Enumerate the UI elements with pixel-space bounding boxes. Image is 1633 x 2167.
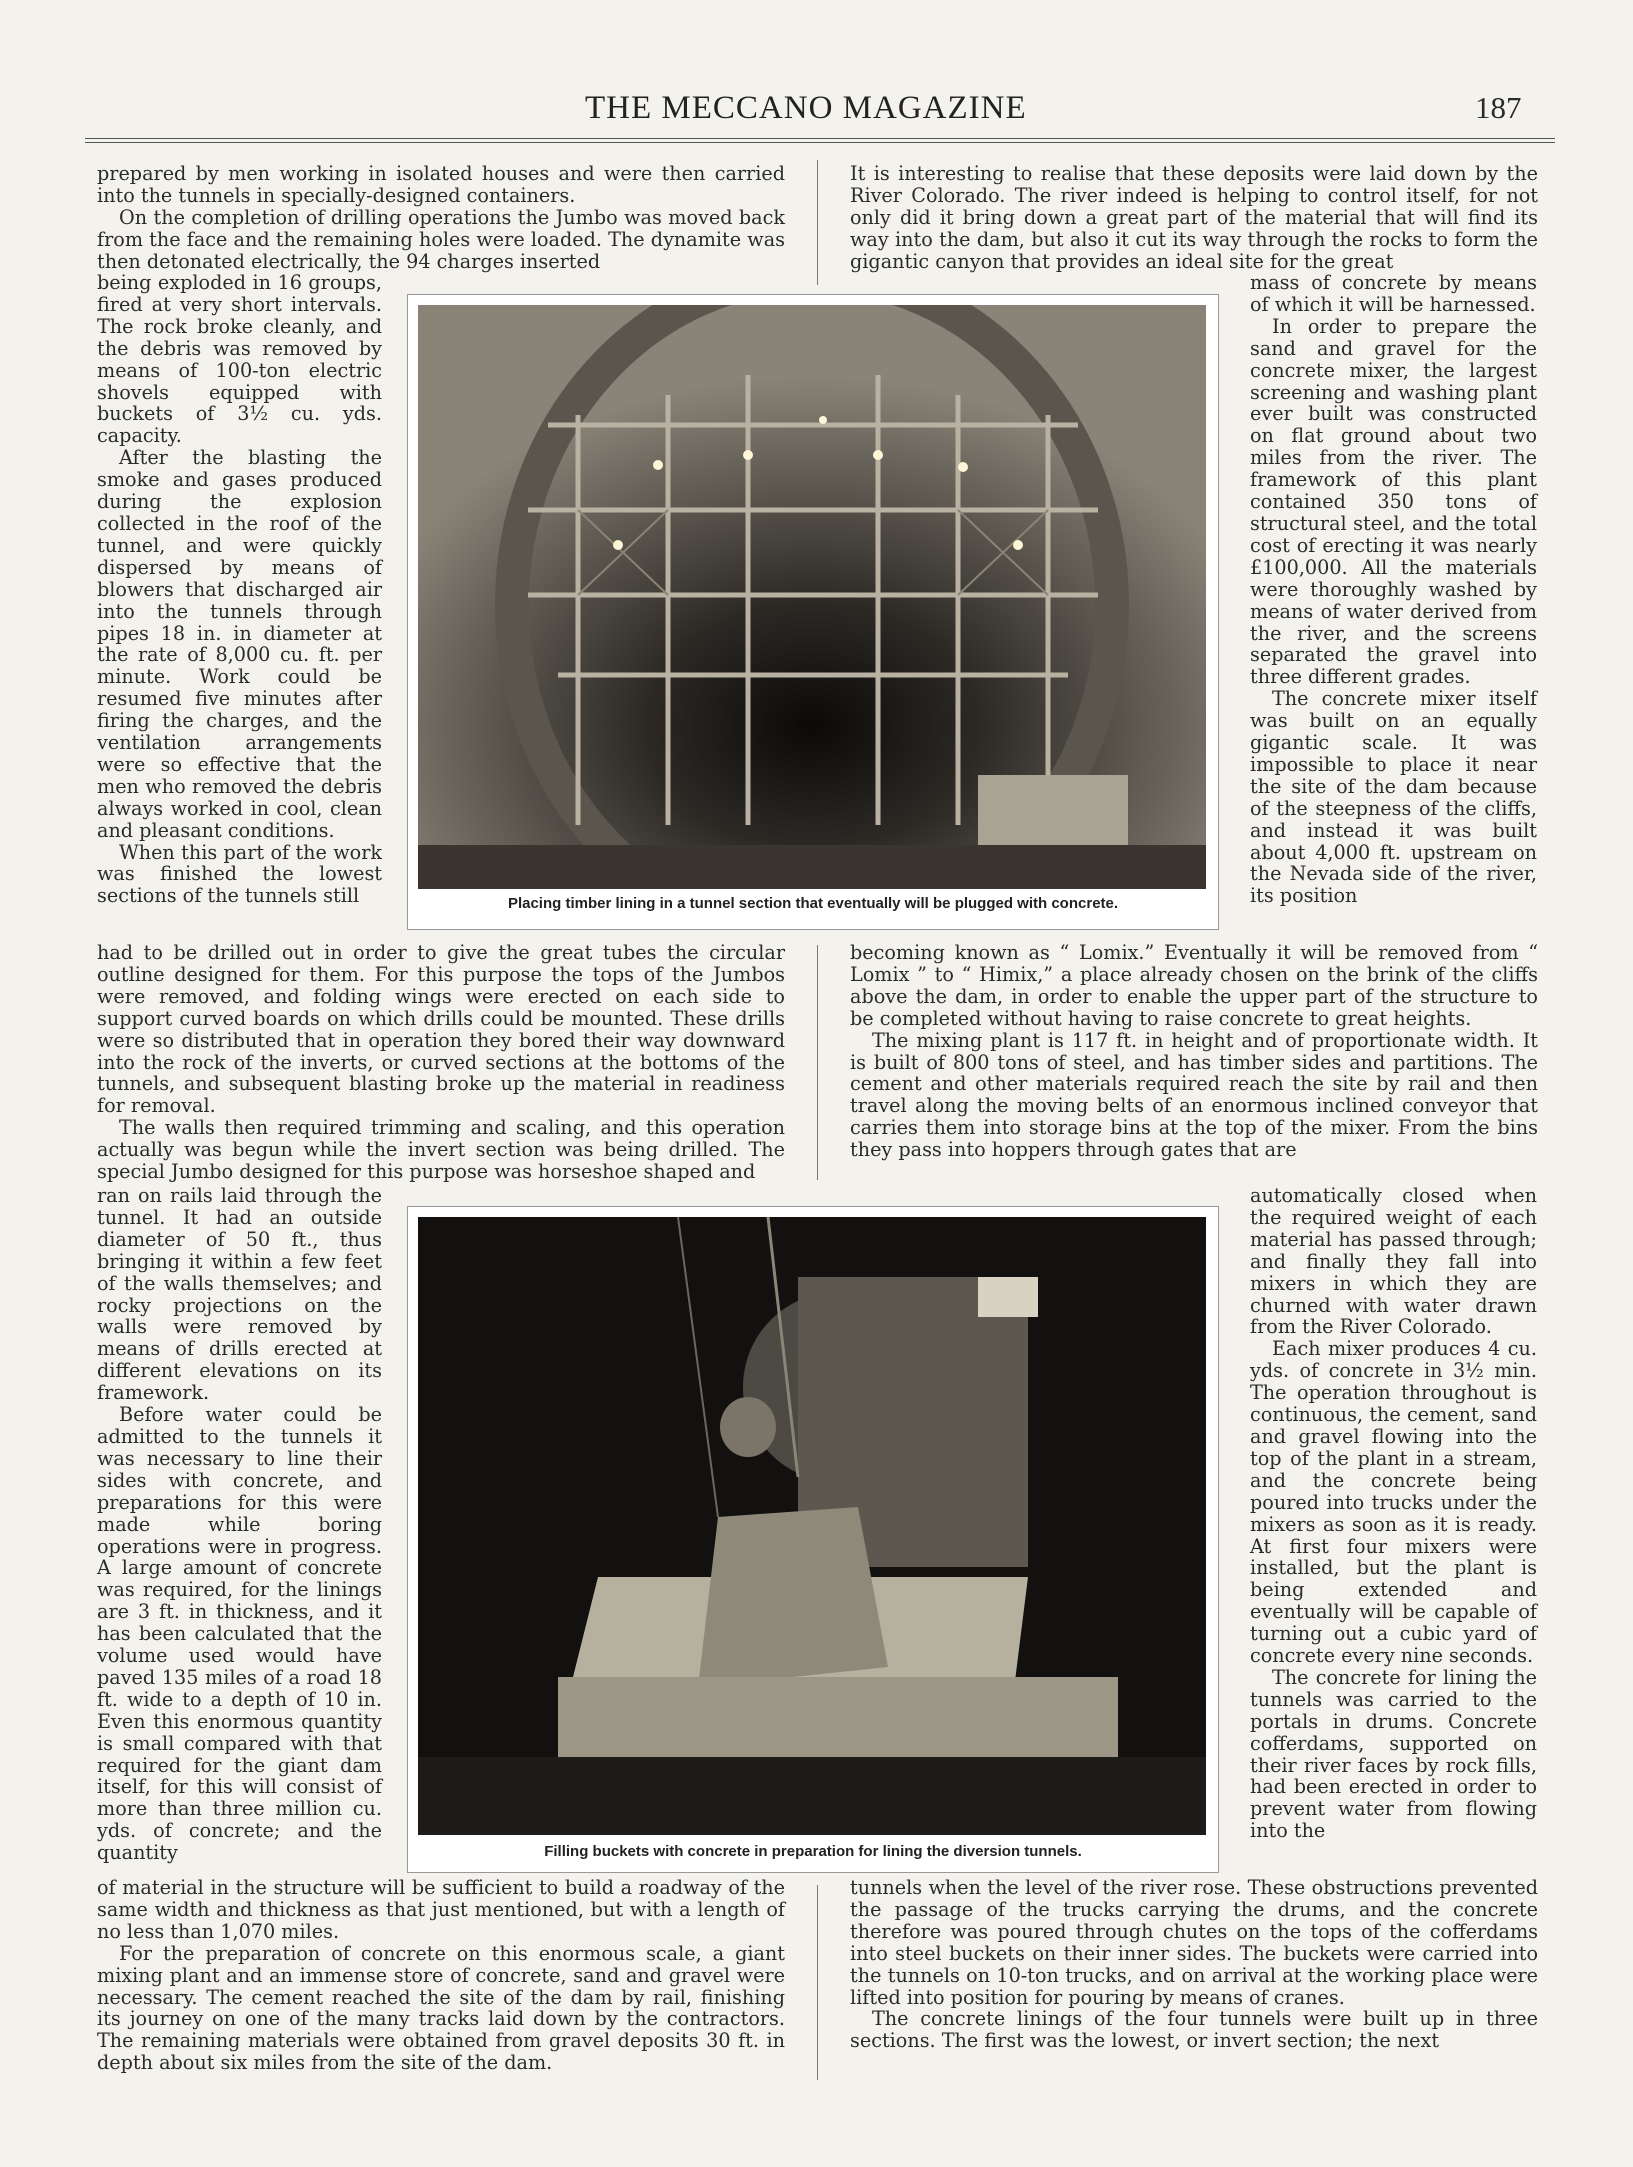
tunnel-photo-image — [418, 305, 1206, 889]
bucket-photo-caption: Filling buckets with concrete in preparation for lining the diversion tunnels. — [544, 1843, 1082, 1860]
left-narrow-text-1 — [97, 272, 382, 907]
left-top-text — [97, 163, 785, 273]
right-narrow-text-2 — [1250, 1185, 1537, 1842]
column-divider-bottom — [817, 1885, 818, 2080]
bucket-photo-image — [418, 1217, 1206, 1835]
bucket-photo — [407, 1206, 1219, 1873]
right-bottom-text — [850, 1877, 1538, 2052]
paragraph: mass of concrete by means of which it will be harnessed. — [1250, 271, 1537, 316]
paragraph: Each mixer produces 4 cu. yds. of concrete in 3½ min. The operation throughout is continuous, the cement, sand and gravel flowing into the top of the plant in a stream, and the concrete being poured into trucks under the mixers as soon as it is ready. At first four mixers were installed, but the plant is being extended and eventually will be capable of turning out a cubic yard of concrete every nine seconds. — [1250, 1337, 1537, 1668]
paragraph: prepared by men working in isolated houses and were then carried into the tunnels in specially-designed containers. — [97, 162, 785, 207]
bucket-illustration — [418, 1217, 1206, 1835]
paragraph: The concrete linings of the four tunnels were built up in three sections. The first was the lowest, or invert section; the next — [850, 2007, 1538, 2053]
right-narrow-text-1 — [1250, 272, 1537, 907]
column-divider-mid — [817, 945, 818, 1180]
paragraph: It is interesting to realise that these deposits were laid down by the River Colorado. The river indeed is helping to control itself, for not only did it bring down a great part of the material that will find its way into the dam, but also it cut its way through the rocks to form the gigantic canyon that provides an ideal site for the great — [850, 162, 1538, 273]
right-mid-text — [850, 942, 1538, 1161]
left-bottom-text — [97, 1877, 785, 2074]
paragraph: being exploded in 16 groups, fired at very short intervals. The rock broke cleanly, and the debris was removed by means of 100-ton electric shovels equipped with buckets of 3½ cu. yds. capacity. — [97, 271, 382, 448]
header-rule-lower — [85, 142, 1555, 143]
paragraph: automatically closed when the required weight of each material has passed through; and finally they fall into mixers in which they are churned with water drawn from the River Colorado. — [1250, 1184, 1537, 1339]
paragraph: of material in the structure will be sufficient to build a roadway of the same width and thickness as that just mentioned, but with a length of no less than 1,070 miles. — [97, 1876, 785, 1943]
right-top-text — [850, 163, 1538, 273]
paragraph: The concrete for lining the tunnels was carried to the portals in drums. Concrete cofferdams, supported on their river faces by rock fills, had been erected in order to prevent water from flowing into the — [1250, 1665, 1537, 1843]
left-narrow-text-2 — [97, 1185, 382, 1864]
paragraph: ran on rails laid through the tunnel. It had an outside diameter of 50 ft., thus bringing it within a few feet of the walls themselves; and rocky projections on the walls were removed by means of drills erected at different elevations on its framework. — [97, 1184, 382, 1405]
paragraph: When this part of the work was finished the lowest sections of the tunnels still — [97, 840, 382, 908]
header-rule — [85, 138, 1555, 139]
magazine-title: THE MECCANO MAGAZINE — [585, 90, 1027, 126]
tunnel-photo — [407, 294, 1219, 930]
paragraph: tunnels when the level of the river rose. These obstructions prevented the passage of the trucks carrying the drums, and the concrete therefore was poured through chutes on the tops of the cofferdams into steel buckets on their inner sides. The buckets were carried into the tunnels on 10-ton trucks, and on arrival at the working place were lifted into position for pouring by means of cranes. — [850, 1876, 1538, 2009]
paragraph: In order to prepare the sand and gravel for the concrete mixer, the largest screening and washing plant ever built was constructed on flat ground about two miles from the river. The framework of this plant contained 350 tons of structural steel, and the total cost of erecting it was nearly £100,000. All the materials were thoroughly washed by means of water derived from the river, and the screens separated the gravel into three different grades. — [1250, 314, 1537, 689]
tunnel-photo-caption: Placing timber lining in a tunnel section that eventually will be plugged with concrete. — [507, 895, 1119, 912]
paragraph: The concrete mixer itself was built on an equally gigantic scale. It was impossible to place it near the site of the dam because of the steepness of the cliffs, and instead it was built about 4,000 ft. upstream on the Nevada side of the river, its position — [1250, 687, 1537, 908]
left-mid-text — [97, 942, 785, 1183]
paragraph: The walls then required trimming and scaling, and this operation actually was begun while the invert section was being drilled. The special Jumbo designed for this purpose was horseshoe shaped and — [97, 1116, 785, 1184]
paragraph: On the completion of drilling operations the Jumbo was moved back from the face and the remaining holes were loaded. The dynamite was then detonated electrically, the 94 charges inserted — [97, 205, 785, 273]
paragraph: becoming known as “ Lomix.” Eventually it will be removed from “ Lomix ” to “ Himix,” a place already chosen on the brink of the cliffs above the dam, in order to enable the upper part of the structure to be completed without having to raise concrete to great heights. — [850, 941, 1538, 1030]
paragraph: had to be drilled out in order to give the great tubes the circular outline designed for them. For this purpose the tops of the Jumbos were removed, and folding wings were erected on each side to support curved boards on which drills could be mounted. These drills were so distributed that in operation they bored their way downward into the rock of the inverts, or curved sections at the bottoms of the tunnels, and subsequent blasting broke up the material in readiness for removal. — [97, 941, 785, 1118]
paragraph: After the blasting the smoke and gases produced during the explosion collected in the roof of the tunnel, and were quickly dispersed by means of blowers that discharged air into the tunnels through pipes 18 in. in diameter at the rate of 8,000 cu. ft. per minute. Work could be resumed five minutes after firing the charges, and the ventilation arrangements were so effective that the men who removed the debris always worked in cool, clean and pleasant conditions. — [97, 446, 382, 842]
paragraph: The mixing plant is 117 ft. in height and of proportionate width. It is built of 800 tons of steel, and has timber sides and partitions. The cement and other materials required reach the site by rail and then travel along the moving belts of an enormous inclined conveyor that carries them into storage bins at the top of the mixer. From the bins they pass into hoppers through gates that are — [850, 1028, 1538, 1162]
column-divider-top — [817, 160, 818, 285]
page-number: 187 — [1475, 90, 1522, 125]
paragraph: For the preparation of concrete on this enormous scale, a giant mixing plant and an immense store of concrete, sand and gravel were necessary. The cement reached the site of the dam by rail, finishing its journey on one of the many tracks laid down by the contractors. The remaining materials were obtained from gravel deposits 30 ft. in depth about six miles from the site of the dam. — [97, 1941, 785, 2075]
paragraph: Before water could be admitted to the tunnels it was necessary to line their sides with concrete, and preparations for this were made while boring operations were in progress. A large amount of concrete was required, for the linings are 3 ft. in thickness, and it has been calculated that the volume used would have paved 135 miles of a road 18 ft. wide to a depth of 10 in. Even this enormous quantity is small compared with that required for the giant dam itself, for this will consist of more than three million cu. yds. of concrete; and the quantity — [97, 1403, 382, 1865]
tunnel-illustration — [418, 305, 1206, 889]
